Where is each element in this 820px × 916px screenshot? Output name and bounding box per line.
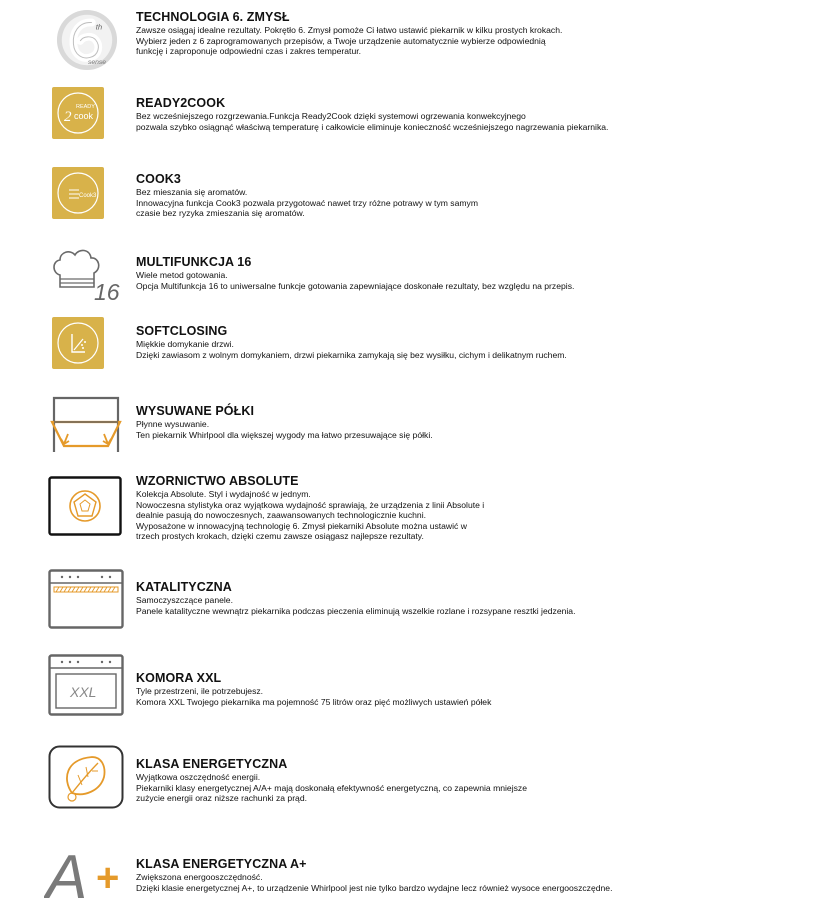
feature-line: Wyjątkowa oszczędność energii. (136, 772, 261, 782)
sixth-sense-icon (48, 8, 126, 72)
feature-title: KATALITYCZNA (136, 580, 232, 594)
ready-label: READY (76, 104, 95, 110)
feature-title: WYSUWANE PÓŁKI (136, 404, 255, 418)
xxl-label: XXL (70, 684, 97, 700)
feature-line: dealnie pasują do nowoczesnych, zaawansowanych technologicznie kuchni. (136, 510, 426, 521)
feature-line: Opcja Multifunkcja 16 to uniwersalne funkcje gotowania zapewniające doskonałe rezultaty, bez względu na przepis. (136, 280, 575, 291)
feature-line: Dzięki zawiasom z wolnym domykaniem, drzwi piekarnika zamykają się bez wysiłku, cichym i delikatnym ruchem. (136, 349, 567, 360)
feature-line: Ten piekarnik Whirlpool dla większej wygody ma łatwo przesuwające się półki. (136, 429, 433, 440)
cook3-label: Cook3 (79, 193, 97, 199)
feature-line: Komora XXL Twojego piekarnika ma pojemność 75 litrów oraz pięć możliwych ustawień półek (136, 696, 492, 707)
a-plus-a: A (46, 843, 88, 903)
feature-line: Kolekcja Absolute. Styl i wydajność w jednym. (136, 489, 311, 499)
chef-hat-16-icon (50, 245, 126, 301)
feature-title: READY2COOK (136, 96, 226, 110)
sixteen-label: 16 (94, 279, 120, 301)
sixth-sense-th: th (95, 22, 103, 32)
feature-line: Innowacyjna funkcja Cook3 pozwala przygotować nawet trzy różne potrawy w tym samym (136, 197, 478, 208)
feature-line: Panele katalityczne wewnątrz piekarnika podczas pieczenia eliminują wszelkie rozlane i rozsypane resztki jedzenia. (136, 605, 576, 616)
a-plus-icon (44, 843, 130, 903)
two-label: 2 (64, 109, 72, 125)
xxl-oven-icon (48, 654, 124, 716)
feature-line: Dzięki klasie energetycznej A+, to urządzenie Whirlpool jest nie tylko bardzo wydajne lecz również wysoce energooszczędne. (136, 882, 613, 893)
cook3-icon (52, 167, 104, 219)
feature-line: Zawsze osiągaj idealne rezultaty. Pokrętło 6. Zmysł pomoże Ci łatwo ustawić piekarnik w kilku prostych krokach. (136, 25, 563, 35)
feature-line: zużycie energii oraz niższe rachunki za prąd. (136, 793, 308, 804)
feature-line: Samoczyszczące panele. (136, 595, 233, 605)
ready2cook-icon (52, 87, 104, 139)
feature-title: MULTIFUNKCJA 16 (136, 255, 252, 269)
feature-title: COOK3 (136, 172, 181, 186)
sixth-sense-label: sense (87, 59, 107, 67)
absolute-design-icon (48, 476, 122, 536)
a-plus-plus: + (96, 856, 120, 900)
feature-line: Bez wcześniejszego rozgrzewania.Funkcja Ready2Cook dzięki systemowi ogrzewania konwekcyjnego (136, 111, 526, 121)
feature-title: WZORNICTWO ABSOLUTE (136, 474, 299, 488)
feature-line: Nowoczesna stylistyka oraz wyjątkowa wydajność sprawiają, że urządzenia z linii Absolute i (136, 499, 485, 510)
feature-line: trzech prostych krokach, dzięki czemu zawsze osiągasz najlepsze rezultaty. (136, 531, 424, 542)
feature-line: Bez mieszania się aromatów. (136, 187, 248, 197)
feature-line: Tyle przestrzeni, ile potrzebujesz. (136, 686, 264, 696)
softclosing-icon (52, 317, 104, 369)
feature-line: funkcję i zaproponuje odpowiedni czas i zakres temperatur. (136, 46, 361, 57)
feature-title: KOMORA XXL (136, 671, 222, 685)
catalytic-oven-icon (48, 569, 124, 629)
sliding-shelves-icon (48, 394, 124, 456)
energy-leaf-icon (48, 745, 124, 809)
feature-line: Płynne wysuwanie. (136, 419, 210, 429)
feature-title: SOFTCLOSING (136, 324, 228, 338)
feature-title: KLASA ENERGETYCZNA (136, 757, 288, 771)
feature-line: Piekarniki klasy energetycznej A/A+ mają doskonałą efektywność energetyczną, co zapewnia mniejsze (136, 782, 527, 793)
feature-line: czasie bez ryzyka zmieszania się aromatów. (136, 208, 305, 219)
cook-label: cook (74, 111, 94, 121)
feature-title: KLASA ENERGETYCZNA A+ (136, 857, 307, 871)
feature-line: Zwiększona energooszczędność. (136, 872, 263, 882)
feature-line: Wiele metod gotowania. (136, 270, 228, 280)
feature-line: Wyposażone w innowacyjną technologię 6. Zmysł piekarniki Absolute można ustawić w (136, 520, 467, 531)
feature-title: TECHNOLOGIA 6. ZMYSŁ (136, 10, 290, 24)
feature-line: Wybierz jeden z 6 zaprogramowanych przepisów, a Twoje urządzenie automatycznie wybierze odpowiednią (136, 35, 546, 46)
feature-line: Miękkie domykanie drzwi. (136, 339, 234, 349)
feature-line: pozwala szybko osiągnąć właściwą temperaturę i całkowicie eliminuje konieczność wcześniejszego nagrzewania piekarnika. (136, 121, 609, 132)
